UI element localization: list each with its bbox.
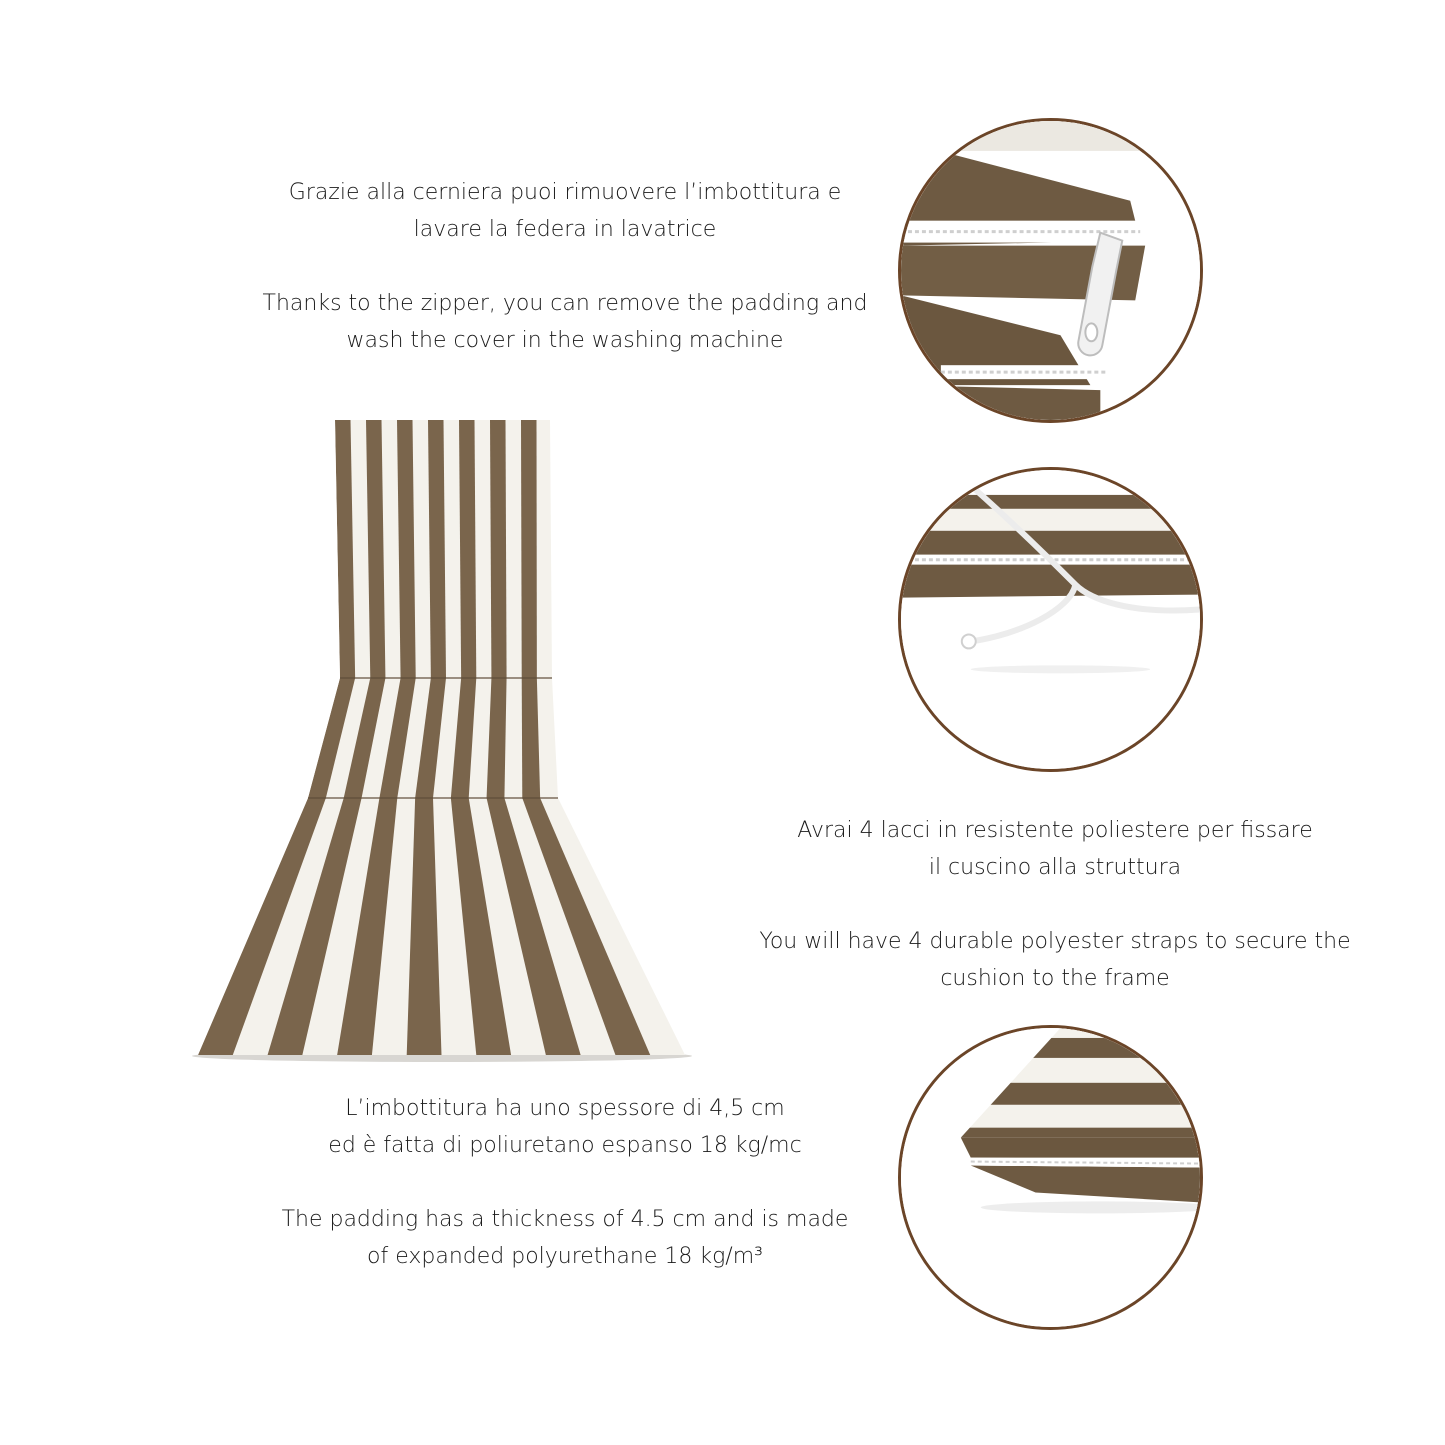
zipper-text-en-1: Thanks to the zipper, you can remove the padding and	[262, 291, 868, 316]
straps-description	[730, 812, 1380, 997]
edge-detail-circle	[898, 1025, 1203, 1330]
straps-text-en-2: cushion to the frame	[940, 966, 1170, 991]
zipper-text-en-2: wash the cover in the washing machine	[346, 328, 784, 353]
strap-detail-circle	[898, 467, 1203, 772]
padding-text-en-2: of expanded polyurethane 18 kg/m³	[367, 1244, 763, 1269]
zipper-description	[230, 174, 900, 359]
cushion-middle	[290, 670, 570, 810]
straps-text-en-1: You will have 4 durable polyester straps to secure the	[759, 929, 1351, 954]
cushion-stripe	[459, 420, 476, 678]
padding-text-it-1: L’imbottitura ha uno spessore di 4,5 cm	[345, 1096, 785, 1121]
cushion-seat	[190, 790, 700, 1060]
cushion-stripe	[428, 420, 446, 678]
cushion-backrest	[330, 410, 560, 690]
straps-text-it-2: il cuscino alla struttura	[928, 855, 1182, 880]
cushion-stripe	[521, 420, 537, 678]
padding-text-en-1: The padding has a thickness of 4.5 cm and is made	[281, 1207, 849, 1232]
zipper-detail-circle	[898, 118, 1203, 423]
padding-description	[240, 1090, 890, 1275]
straps-text-it-1: Avrai 4 lacci in resistente poliestere per fissare	[797, 818, 1313, 843]
zipper-text-it-2: lavare la federa in lavatrice	[413, 217, 717, 242]
padding-text-it-2: ed è fatta di poliuretano espanso 18 kg/mc	[328, 1133, 802, 1158]
lounger-cushion-image	[190, 410, 700, 1070]
zipper-text-it-1: Grazie alla cerniera puoi rimuovere l’imbottitura e	[288, 180, 842, 205]
cushion-stripe	[490, 420, 507, 678]
